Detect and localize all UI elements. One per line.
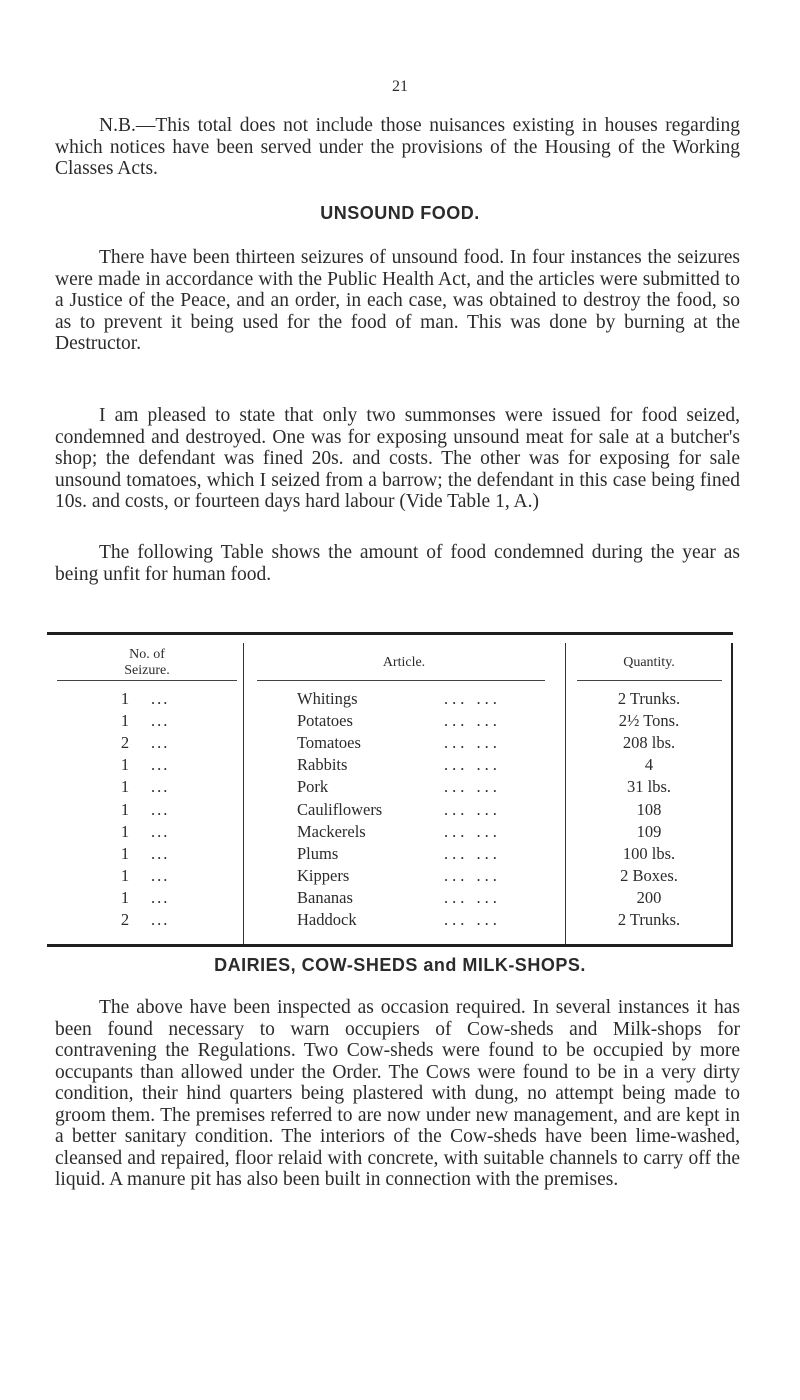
leader-dots: ... ... [444, 910, 501, 929]
leader-dots: ... ... [444, 777, 501, 797]
header-article: Article. [382, 655, 426, 670]
article-name: Haddock [297, 910, 357, 929]
nb-paragraph: N.B.—This total does not include those nuisances existing in houses regarding which notices have been served under the provisions of the Housing of the Working Classes Acts. [55, 115, 740, 179]
seizure-count: 1 [120, 777, 130, 797]
header-rule [57, 680, 237, 681]
quantity-cell: 2 Trunks. [617, 910, 681, 929]
quantity-cell: 4 [644, 755, 654, 775]
table-row [47, 711, 733, 731]
leader-dots: ... ... [444, 733, 501, 753]
article-cell [297, 821, 501, 842]
table-row [47, 755, 733, 775]
table-row [47, 777, 733, 797]
article-cell [297, 755, 501, 775]
article-name: Mackerels [297, 821, 366, 841]
dairies-heading: DAIRIES, COW-SHEDS and MILK-SHOPS. [214, 955, 586, 975]
table-row [47, 822, 733, 842]
header-quantity: Quantity. [623, 655, 675, 670]
leader-dots: ... [151, 689, 170, 708]
article-cell [297, 865, 501, 886]
article-name: Tomatoes [297, 733, 361, 753]
article-name: Cauliflowers [297, 799, 383, 819]
table-row [47, 733, 733, 753]
article-cell [297, 910, 501, 930]
article-name: Potatoes [297, 711, 353, 731]
header-seizure-line-2: Seizure. [124, 663, 170, 678]
article-cell [297, 711, 501, 731]
table-row [47, 888, 733, 908]
table-row [47, 800, 733, 820]
unsound-food-paragraph-1: There have been thirteen seizures of unsound food. In four instances the seizures were made in accordance with the Public Health Act, and the articles were submitted to a Justice of the Peace, and an order, in each case, was obtained to destroy the food, so as to prevent it being used for the food of man. This was done by burning at the Destructor. [55, 247, 740, 354]
quantity-cell: 100 lbs. [622, 843, 676, 863]
header-rule [257, 680, 545, 681]
leader-dots: ... [151, 843, 170, 863]
article-cell [297, 887, 501, 908]
article-cell [297, 843, 501, 864]
dairies-paragraph: The above have been inspected as occasion required. In several instances it has been found necessary to warn occupiers of Cow-sheds and Milk-shops for contravening the Regulations. Two Cow-sheds were found to be occupied by more occupants than allowed under the Order. The Cows were found to be in a very dirty condition, their hind quarters being plastered with dung, no attempt being made to groom them. The premises referred to are now under new management, and are kept in a better sanitary condition. The interiors of the Cow-sheds have been lime-washed, cleansed and repaired, floor relaid with concrete, with suitable channels to carry off the liquid. A manure pit has also been built in connection with the premises. [55, 997, 740, 1190]
quantity-cell: 2 Trunks. [617, 689, 681, 708]
quantity-cell: 108 [636, 799, 662, 819]
seizure-count: 1 [120, 821, 130, 841]
condemned-food-table [47, 632, 733, 947]
leader-dots: ... [151, 910, 170, 929]
article-name: Plums [297, 843, 339, 863]
leader-dots: ... [151, 733, 170, 753]
seizure-count: 1 [120, 711, 130, 731]
article-cell [297, 777, 501, 797]
quantity-cell: 31 lbs. [626, 777, 671, 797]
quantity-cell: 2½ Tons. [618, 711, 680, 731]
article-name: Rabbits [297, 755, 348, 775]
leader-dots: ... ... [444, 821, 501, 841]
seizure-count: 1 [120, 887, 130, 907]
article-cell [297, 689, 501, 709]
article-cell [297, 799, 501, 820]
quantity-cell: 208 lbs. [622, 733, 676, 753]
quantity-cell: 2 Boxes. [620, 865, 678, 885]
article-cell [297, 733, 501, 753]
unsound-food-paragraph-3: The following Table shows the amount of food condemned during the year as being unfit for human food. [55, 542, 740, 585]
seizure-count: 2 [120, 733, 130, 753]
leader-dots: ... [151, 821, 170, 841]
leader-dots: ... [151, 799, 170, 819]
unsound-food-heading: UNSOUND FOOD. [320, 203, 480, 223]
quantity-cell: 109 [636, 821, 662, 841]
table-row [47, 910, 733, 930]
article-name: Pork [297, 777, 329, 797]
seizure-count: 1 [120, 799, 130, 819]
article-name: Kippers [297, 865, 350, 885]
leader-dots: ... ... [444, 755, 501, 775]
article-name: Bananas [297, 887, 353, 907]
leader-dots: ... [151, 711, 170, 731]
seizure-count: 1 [120, 755, 130, 775]
leader-dots: ... ... [444, 865, 501, 885]
article-name: Whitings [297, 689, 358, 708]
leader-dots: ... ... [444, 799, 501, 819]
seizure-count: 2 [120, 910, 130, 929]
leader-dots: ... ... [444, 711, 501, 731]
leader-dots: ... [151, 777, 170, 797]
leader-dots: ... ... [444, 887, 501, 907]
seizure-count: 1 [120, 843, 130, 863]
table-row [47, 689, 733, 709]
leader-dots: ... [151, 755, 170, 775]
table-row [47, 844, 733, 864]
table-row [47, 866, 733, 886]
header-seizure [57, 647, 237, 679]
leader-dots: ... ... [444, 843, 501, 863]
header-seizure-line-1: No. of [129, 647, 165, 662]
leader-dots: ... [151, 865, 170, 885]
quantity-cell: 200 [636, 887, 662, 907]
leader-dots: ... ... [444, 689, 501, 708]
seizure-count: 1 [120, 865, 130, 885]
page-number: 21 [392, 78, 408, 95]
seizure-count: 1 [120, 689, 130, 708]
header-rule [577, 680, 722, 681]
leader-dots: ... [151, 887, 170, 907]
unsound-food-paragraph-2: I am pleased to state that only two summonses were issued for food seized, condemned and destroyed. One was for exposing unsound meat for sale at a butcher's shop; the defendant was fined 20s. and costs. The other was for exposing for sale unsound tomatoes, which I seized from a barrow; the defendant in this case being fined 10s. and costs, or fourteen days hard labour (Vide Table 1, A.) [55, 405, 740, 512]
